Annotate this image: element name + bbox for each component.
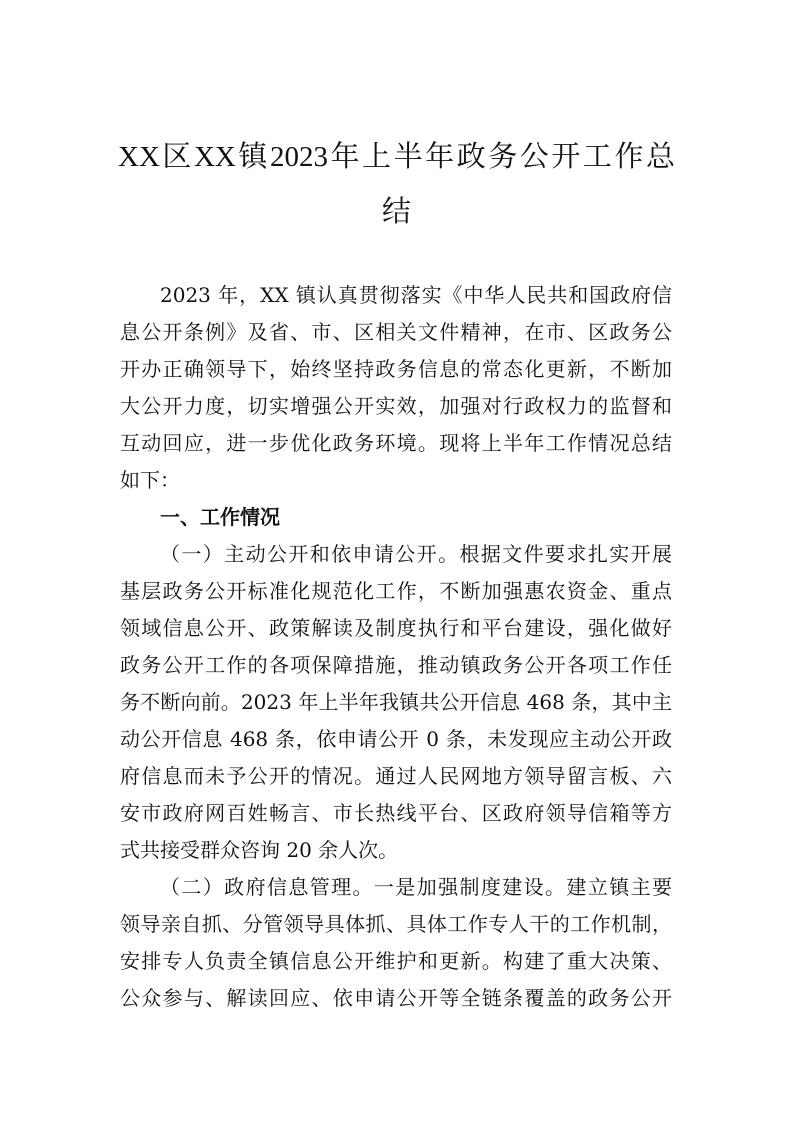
paragraph-line: 务不断向前。2023 年上半年我镇共公开信息 468 条，其中主 [120, 690, 672, 714]
paragraph-line: 式共接受群众咨询 20 余人次。 [120, 838, 399, 862]
section-heading: 一、工作情况 [160, 505, 280, 529]
paragraph-line: 政务公开工作的各项保障措施，推动镇政务公开各项工作任 [120, 653, 672, 677]
paragraph-line: 安排专人负责全镇信息公开维护和更新。构建了重大决策、 [120, 949, 672, 973]
document-title-line-1: XX区XX镇2023年上半年政务公开工作总 [118, 141, 675, 173]
paragraph-line: 府信息而未予公开的情况。通过人民网地方领导留言板、六 [120, 764, 672, 788]
paragraph-line: 互动回应，进一步优化政务环境。现将上半年工作情况总结 [120, 431, 672, 455]
paragraph-line: （一）主动公开和依申请公开。根据文件要求扎实开展 [160, 542, 672, 566]
paragraph-line: 领域信息公开、政策解读及制度执行和平台建设，强化做好 [120, 616, 672, 640]
paragraph-line: 开办正确领导下，始终坚持政务信息的常态化更新，不断加 [120, 357, 672, 381]
paragraph-line: 大公开力度，切实增强公开实效，加强对行政权力的监督和 [120, 394, 672, 418]
paragraph-line: 2023 年，XX 镇认真贯彻落实《中华人民共和国政府信 [160, 283, 672, 307]
document-title-line-2: 结 [381, 196, 411, 228]
paragraph-line: 如下： [120, 468, 180, 492]
paragraph-line: 安市政府网百姓畅言、市长热线平台、区政府领导信箱等方 [120, 801, 672, 825]
paragraph-line: 息公开条例》及省、市、区相关文件精神，在市、区政务公 [120, 320, 672, 344]
paragraph-line: 基层政务公开标准化规范化工作，不断加强惠农资金、重点 [120, 579, 672, 603]
paragraph-line: 公众参与、解读回应、依申请公开等全链条覆盖的政务公开 [120, 986, 672, 1010]
document-body [120, 277, 672, 1017]
paragraph-line: （二）政府信息管理。一是加强制度建设。建立镇主要 [160, 875, 672, 899]
paragraph-line: 领导亲自抓、分管领导具体抓、具体工作专人干的工作机制， [120, 912, 672, 936]
paragraph-line: 动公开信息 468 条，依申请公开 0 条，未发现应主动公开政 [120, 727, 672, 751]
